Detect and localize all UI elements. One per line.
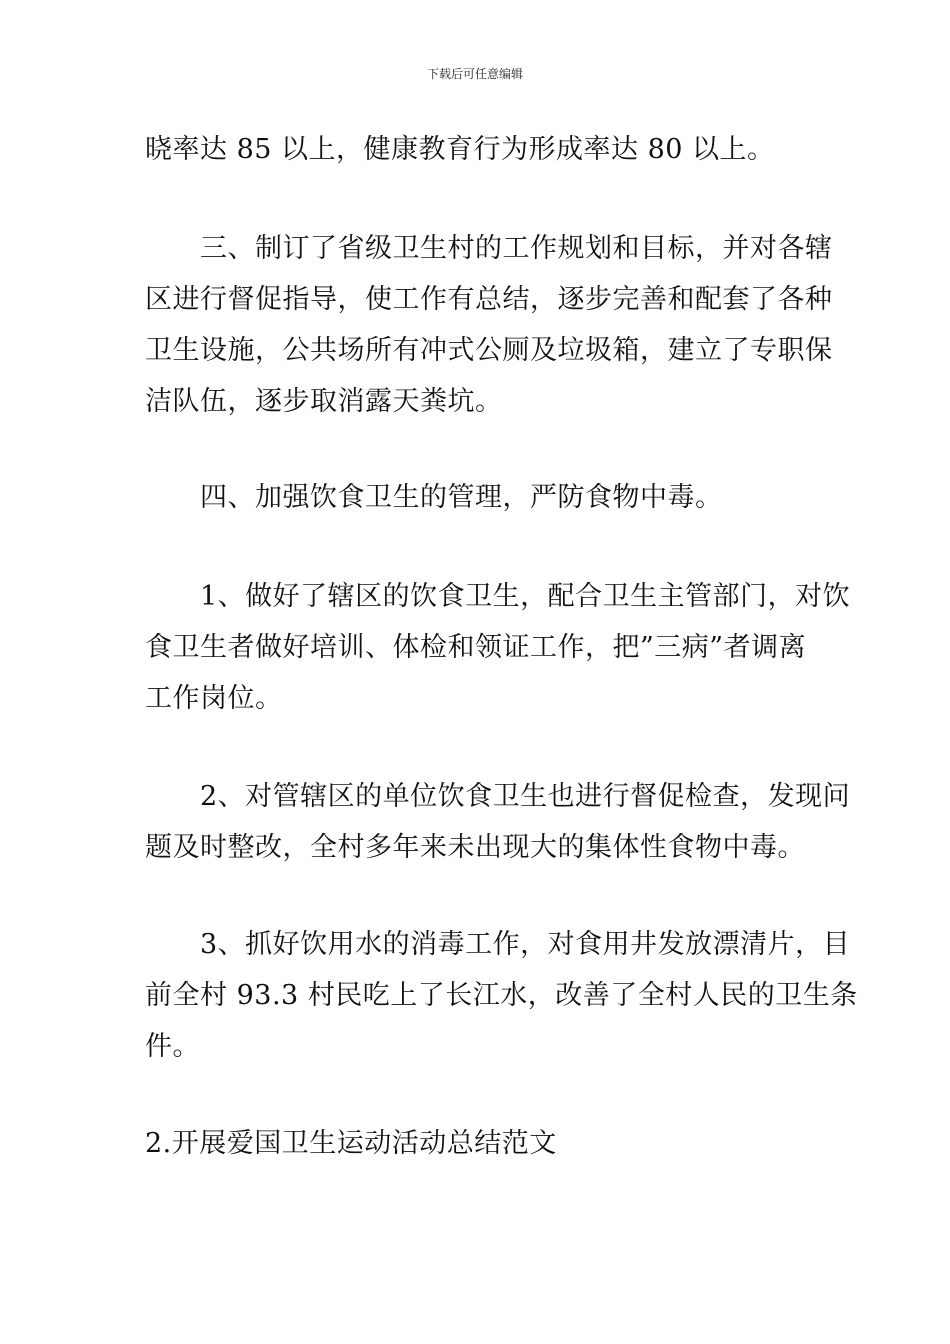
item-3-line-1: 3、抓好饮用水的消毒工作，对食用井发放漂清片，目 bbox=[145, 929, 851, 960]
article-title: 2.开展爱国卫生运动活动总结范文 bbox=[145, 1128, 557, 1159]
paragraph-3-line-3: 卫生设施，公共场所有冲式公厕及垃圾箱，建立了专职保 bbox=[145, 335, 833, 366]
item-1-line-3: 工作岗位。 bbox=[145, 683, 283, 714]
item-1-line-2: 食卫生者做好培训、体检和领证工作，把”三病”者调离 bbox=[145, 632, 807, 663]
section-4-heading: 四、加强饮食卫生的管理，严防食物中毒。 bbox=[145, 482, 723, 513]
item-1-line-1: 1、做好了辖区的饮食卫生，配合卫生主管部门，对饮 bbox=[145, 581, 851, 612]
item-2-line-2: 题及时整改，全村多年来未出现大的集体性食物中毒。 bbox=[145, 832, 805, 863]
item-2-line-1: 2、对管辖区的单位饮食卫生也进行督促检查，发现问 bbox=[145, 781, 851, 812]
text-line: 晓率达 85 以上，健康教育行为形成率达 80 以上。 bbox=[145, 134, 775, 165]
paragraph-3-line-2: 区进行督促指导，使工作有总结，逐步完善和配套了各种 bbox=[145, 284, 833, 315]
paragraph-3-line-1: 三、制订了省级卫生村的工作规划和目标，并对各辖 bbox=[145, 233, 833, 264]
page-header: 下载后可任意编辑 bbox=[426, 67, 523, 81]
item-3-line-2: 前全村 93.3 村民吃上了长江水，改善了全村人民的卫生条 bbox=[145, 980, 858, 1011]
item-3-line-3: 件。 bbox=[145, 1031, 200, 1062]
paragraph-3-line-4: 洁队伍，逐步取消露天粪坑。 bbox=[145, 386, 503, 417]
